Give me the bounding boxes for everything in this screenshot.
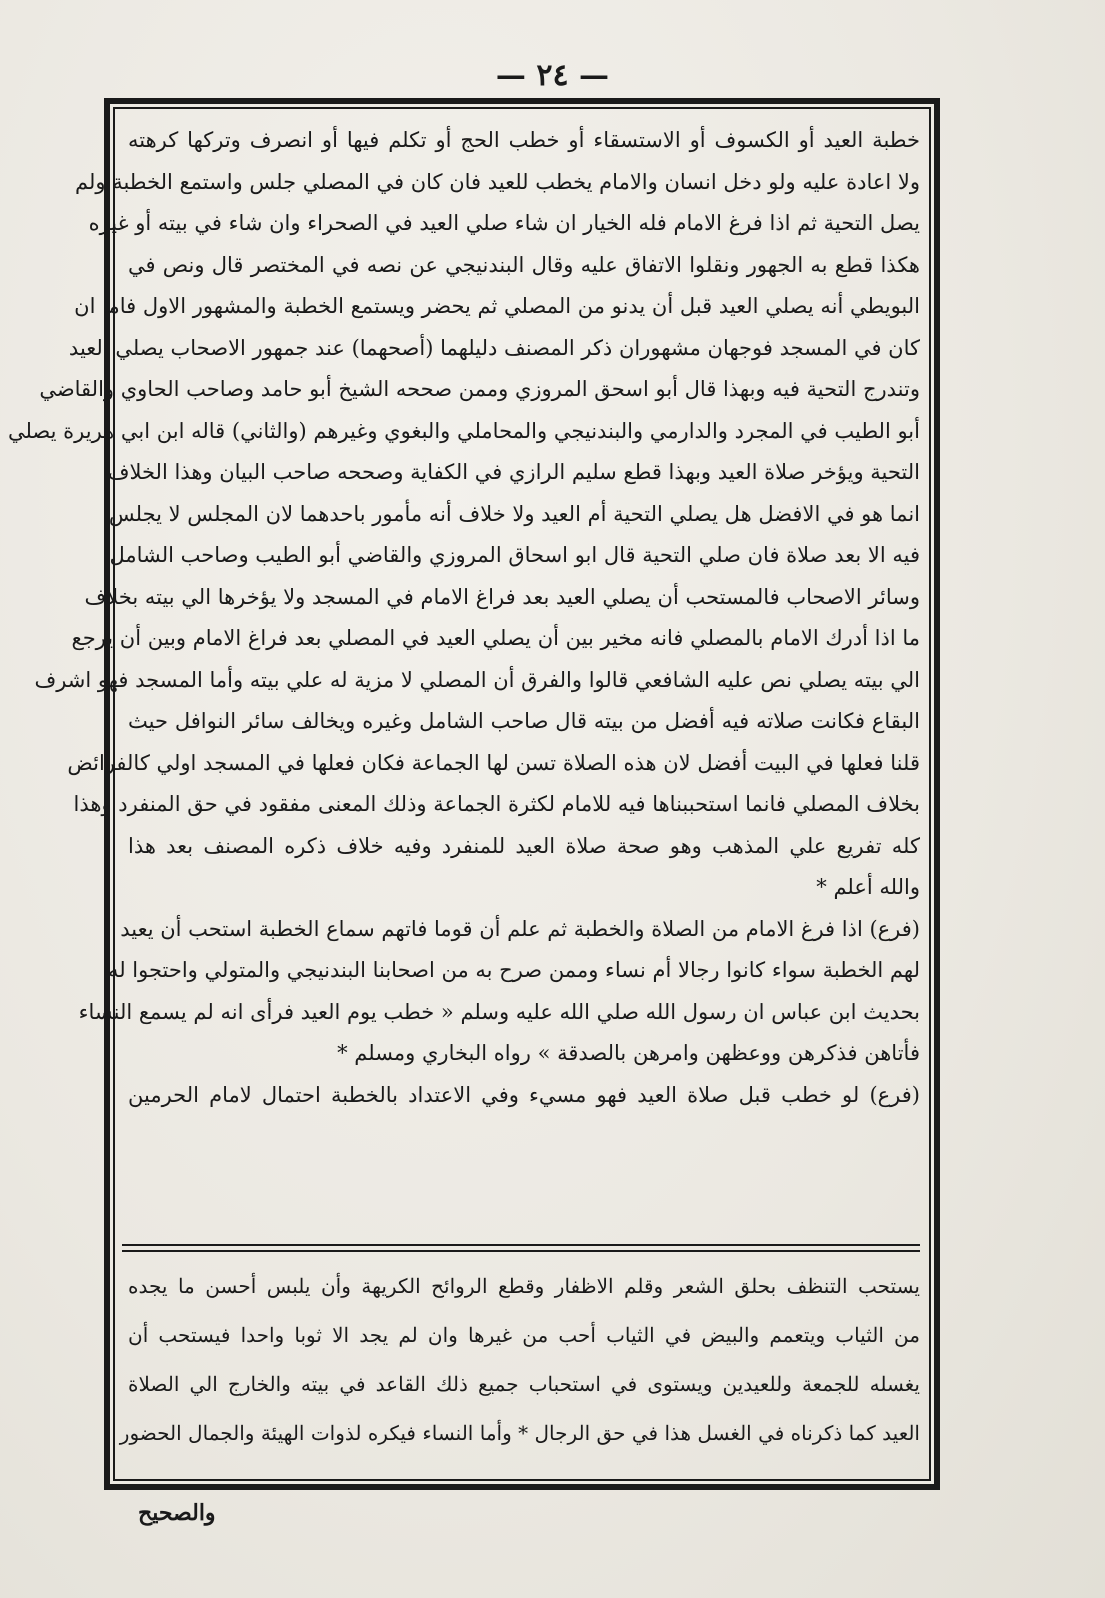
catchword: والصحيح	[138, 1500, 216, 1526]
text-line: (فرع) اذا فرغ الامام من الصلاة والخطبة ثم علم أن قوما فاتهم سماع الخطبة استحب أن يعيد	[120, 916, 920, 941]
footnote-block	[119, 1262, 920, 1458]
page-number: — ٢٤ —	[495, 58, 610, 93]
text-line: بخلاف المصلي فانما استحببناها فيه للامام لكثرة الجماعة وذلك المعنى مفقود في حق المنفرد وهذا	[73, 792, 920, 816]
text-line: قلنا فعلها في البيت أفضل لان هذه الصلاة تسن لها الجماعة فكان فعلها في المسجد اولي كالفرائض	[67, 750, 920, 775]
text-line: التحية ويؤخر صلاة العيد وبهذا قطع سليم الرازي في الكفاية وصححه صاحب البيان وهذا الخلاف	[107, 460, 920, 484]
footnote-line: من الثياب ويتعمم والبيض في الثياب أحب من غيرها وان لم يجد الا ثوبا واحدا فيستحب أن	[128, 1323, 920, 1347]
main-text-block	[7, 120, 920, 1116]
text-line: كله تفريع علي المذهب وهو صحة صلاة العيد للمنفرد وفيه خلاف ذكره المصنف بعد هذا	[128, 833, 920, 858]
text-line: انما هو في الافضل هل يصلي التحية أم العيد ولا خلاف أنه مأمور باحدهما لان المجلس لا يجلس	[108, 501, 920, 526]
text-line: أبو الطيب في المجرد والدارمي والبندنيجي والمحاملي والبغوي وغيرهم (والثاني) قاله ابن ابي هريرة يصلي	[7, 418, 920, 443]
footnote-line: يستحب التنظف بحلق الشعر وقلم الاظفار وقطع الروائح الكريهة وأن يلبس أحسن ما يجده	[128, 1274, 920, 1298]
text-line: فأتاهن فذكرهن ووعظهن وامرهن بالصدقة » رواه البخاري ومسلم *	[337, 1041, 920, 1065]
text-line: البويطي أنه يصلي العيد قبل أن يدنو من المصلي ثم يحضر ويستمع الخطبة والمشهور الاول فاما ان	[74, 294, 920, 318]
footnote-line: يغسله للجمعة وللعيدين ويستوى في استحباب جميع ذلك القاعد في بيته والخارج الي الصلاة	[128, 1372, 920, 1396]
text-line: لهم الخطبة سواء كانوا رجالا أم نساء وممن صرح به من اصحابنا البندنيجي والمتولي واحتجوا له	[107, 958, 920, 982]
text-line: هكذا قطع به الجهور ونقلوا الاتفاق عليه وقال البندنيجي عن نصه في المختصر قال ونص في	[128, 252, 920, 277]
footnote-divider	[122, 1244, 920, 1246]
text-line: وسائر الاصحاب فالمستحب أن يصلي العيد بعد فراغ الامام في المسجد ولا يؤخرها الي بيته بخلاف	[84, 584, 920, 609]
text-line: بحديث ابن عباس ان رسول الله صلي الله عليه وسلم « خطب يوم العيد فرأى انه لم يسمع النساء	[78, 999, 920, 1024]
text-line: ما اذا أدرك الامام بالمصلي فانه مخير بين أن يصلي العيد في المصلي بعد فراغ الامام وبين أن يرجع	[71, 626, 920, 650]
footnote-divider	[122, 1250, 920, 1252]
text-line: يصل التحية ثم اذا فرغ الامام فله الخيار ان شاء صلي العيد في الصحراء وان شاء في بيته أو غيره	[88, 211, 920, 235]
text-line: (فرع) لو خطب قبل صلاة العيد فهو مسيء وفي الاعتداد بالخطبة احتمال لامام الحرمين	[128, 1082, 920, 1107]
text-line: فيه الا بعد صلاة فان صلي التحية قال ابو اسحاق المروزي والقاضي أبو الطيب وصاحب الشامل	[109, 543, 920, 567]
text-line: الي بيته يصلي نص عليه الشافعي قالوا والفرق أن المصلي لا مزية له علي بيته وأما المسجد فهو اشرف	[34, 667, 920, 692]
footnote-line: العيد كما ذكرناه في الغسل هذا في حق الرجال * وأما النساء فيكره لذوات الهيئة والجمال الحضور	[119, 1421, 920, 1445]
text-line: ولا اعادة عليه ولو دخل انسان والامام يخطب للعيد فان كان في المصلي جلس واستمع الخطبة ولم	[75, 169, 920, 194]
text-line: كان في المسجد فوجهان مشهوران ذكر المصنف دليلهما (أصحهما) عند جمهور الاصحاب يصلي العيد	[68, 335, 920, 360]
text-line: والله أعلم *	[816, 875, 920, 899]
text-line: البقاع فكانت صلاته فيه أفضل من بيته قال صاحب الشامل وغيره ويخالف سائر النوافل حيث	[128, 709, 920, 733]
text-line: وتندرج التحية فيه وبهذا قال أبو اسحق المروزي وممن صححه الشيخ أبو حامد وصاحب الحاوي والقاضي	[39, 377, 920, 401]
text-line: خطبة العيد أو الكسوف أو الاستسقاء أو خطب الحج أو تكلم فيها أو انصرف وتركها كرهته	[128, 128, 920, 152]
